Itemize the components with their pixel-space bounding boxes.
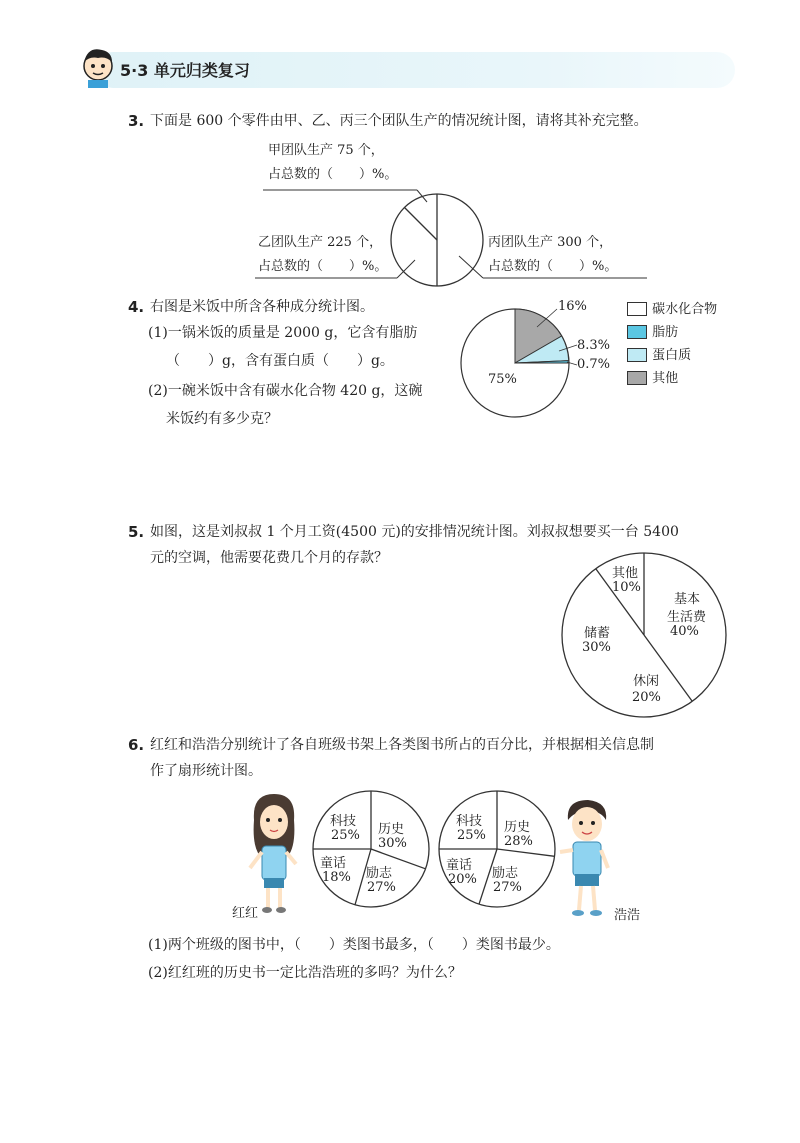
hong-lz-percent: 27% (367, 880, 396, 895)
hong-kj-percent: 25% (331, 828, 360, 843)
jia-label-line2: 占总数的（ ）%。 (268, 167, 398, 182)
sub-question-1-cont: （ ）g，含有蛋白质（ ）g。 (166, 353, 394, 369)
yi-label-line2: 占总数的（ ）%。 (258, 259, 388, 274)
legend-swatch-blue (627, 325, 647, 339)
question-text-line1: 红红和浩浩分别统计了各自班级书架上各类图书所占的百分比，并根据相关信息制 (150, 737, 654, 753)
question-text-line1: 如图，这是刘叔叔 1 个月工资(4500 元)的安排情况统计图。刘叔叔想要买一台 5400 (150, 524, 679, 540)
sub-question-1: (1)两个班级的图书中，（ ）类图书最多，（ ）类图书最少。 (148, 937, 560, 953)
hao-lz-percent: 27% (493, 880, 522, 895)
question-number: 3. (128, 112, 145, 130)
question-text-line2: 作了扇形统计图。 (150, 763, 262, 779)
boy-illustration (556, 794, 616, 924)
label-8-3: 8.3% (577, 338, 611, 353)
label-0-7: 0.7% (577, 357, 611, 372)
leisure-percent: 20% (632, 690, 661, 705)
bing-label-line1: 丙团队生产 300 个， (488, 235, 613, 250)
hao-lz-label: 励志 (492, 866, 519, 881)
legend-swatch-white (627, 302, 647, 316)
question-text: 右图是米饭中所含各种成分统计图。 (150, 299, 374, 315)
label-75: 75% (488, 372, 517, 387)
hong-ls-label: 历史 (378, 822, 405, 837)
savings-percent: 30% (582, 640, 611, 655)
basic-label-2: 生活费 (667, 610, 707, 625)
boy-name: 浩浩 (614, 908, 641, 923)
question-number: 5. (128, 523, 145, 541)
question-text: 下面是 600 个零件由甲、乙、丙三个团队生产的情况统计图，请将其补充完整。 (150, 113, 648, 129)
sub-question-2: (2)红红班的历史书一定比浩浩班的多吗？为什么？ (148, 965, 462, 981)
legend-swatch-gray (627, 371, 647, 385)
legend-swatch-light-blue (627, 348, 647, 362)
bing-label-line2: 占总数的（ ）%。 (488, 259, 618, 274)
basic-percent: 40% (670, 624, 699, 639)
basic-label: 基本 (674, 592, 701, 607)
hong-kj-label: 科技 (330, 814, 357, 829)
pie-divider (405, 208, 438, 241)
jia-label-line1: 甲团队生产 75 个， (268, 143, 384, 158)
question-number: 4. (128, 298, 145, 316)
sub-question-2: (2)一碗米饭中含有碳水化合物 420 g，这碗 (148, 383, 423, 399)
hao-th-percent: 20% (448, 872, 477, 887)
sub-question-1: (1)一锅米饭的质量是 2000 g，它含有脂肪 (148, 325, 418, 341)
legend-item: 脂肪 (627, 321, 717, 344)
legend-item: 其他 (627, 367, 717, 390)
legend (627, 298, 717, 390)
legend-item: 蛋白质 (627, 344, 717, 367)
hong-th-percent: 18% (322, 870, 351, 885)
hao-kj-percent: 25% (457, 828, 486, 843)
leader-line (397, 260, 415, 278)
question-number: 6. (128, 736, 145, 754)
girl-illustration (246, 790, 302, 916)
other-percent: 10% (612, 580, 641, 595)
question-text-line2: 元的空调，他需要花费几个月的存款？ (150, 550, 388, 566)
sub-question-2-cont: 米饭约有多少克？ (166, 411, 278, 427)
hong-ls-percent: 30% (378, 836, 407, 851)
girl-name: 红红 (232, 906, 259, 921)
label-16: 16% (558, 299, 587, 314)
yi-label-line1: 乙团队生产 225 个， (258, 235, 383, 250)
hong-th-label: 童话 (320, 856, 347, 871)
hao-ls-percent: 28% (504, 834, 533, 849)
hong-lz-label: 励志 (366, 866, 393, 881)
legend-item: 碳水化合物 (627, 298, 717, 321)
page-title: 5·3 单元归类复习 (120, 61, 250, 80)
mascot-icon (80, 44, 116, 88)
hao-th-label: 童话 (446, 858, 473, 873)
hao-kj-label: 科技 (456, 814, 483, 829)
hao-ls-label: 历史 (504, 820, 531, 835)
leisure-label: 休闲 (633, 674, 660, 689)
other-label: 其他 (612, 566, 639, 581)
savings-label: 储蓄 (584, 626, 611, 641)
